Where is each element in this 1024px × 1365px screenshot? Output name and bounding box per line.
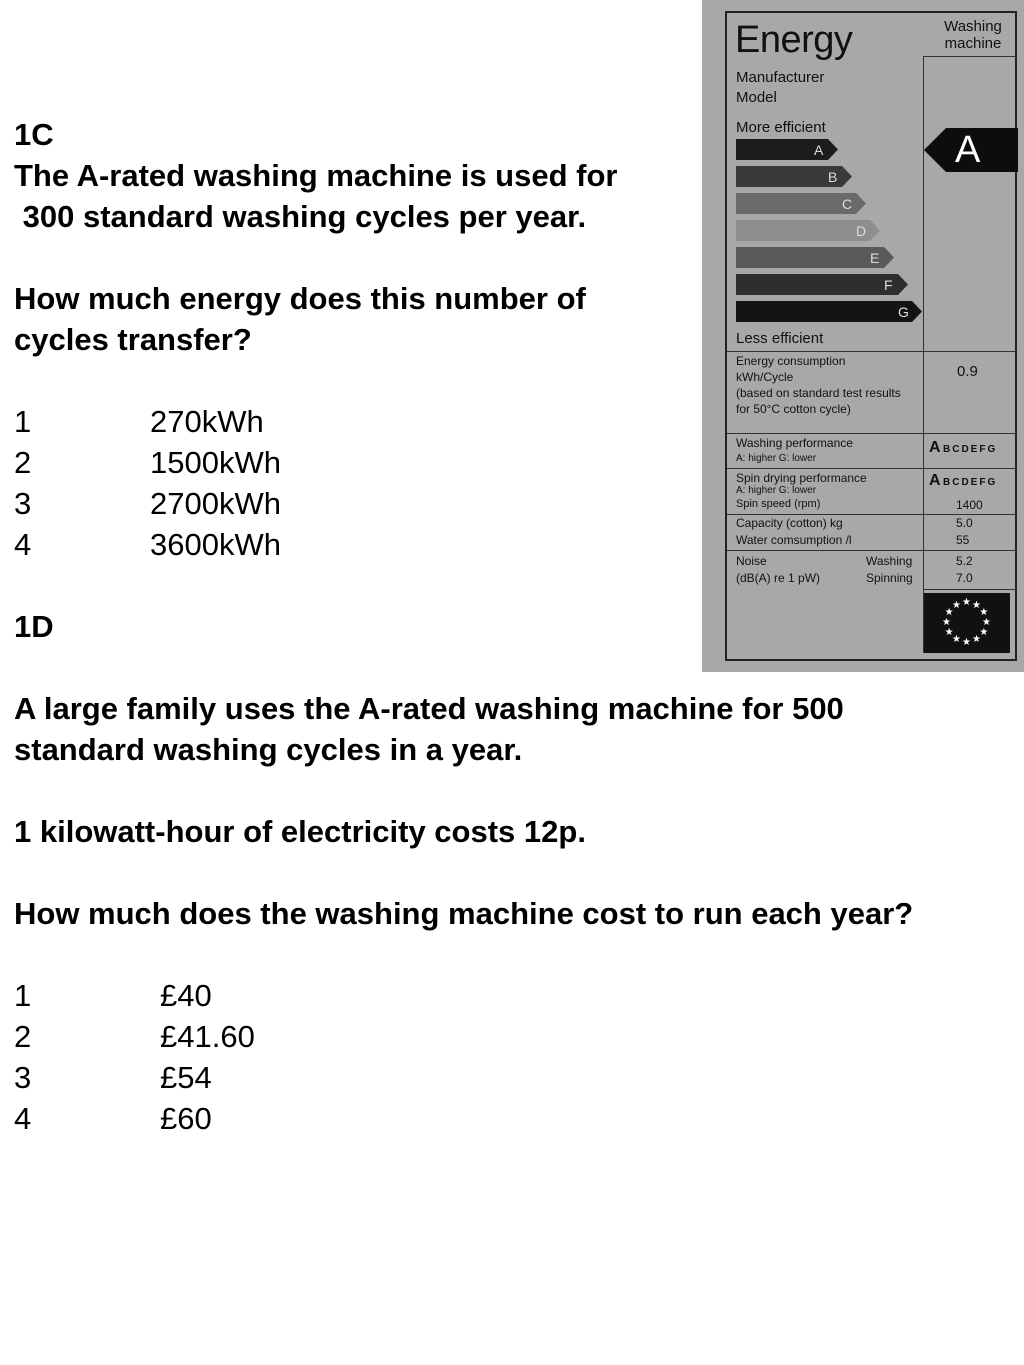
eu-star-icon: ★ [962,597,971,608]
q1d-option-3-number: 3 [14,1060,32,1095]
label-title: Energy [735,19,853,61]
eu-star-icon: ★ [944,607,954,618]
capacity-label: Capacity (cotton) kg [736,516,843,530]
efficiency-bars [727,135,923,335]
eu-star-icon: ★ [972,599,981,611]
noise-label: Noise [736,554,767,568]
eu-star-icon: ★ [962,637,971,648]
eu-star-icon: ★ [942,617,951,628]
q1d-line1: A large family uses the A-rated washing machine for 500 [14,691,844,726]
label-appliance-line1: Washing [944,18,1002,35]
q1c-option-4-number: 4 [14,527,32,562]
q1c-option-4-text: 3600kWh [150,527,281,562]
wash-performance-line1: Washing performance [736,436,853,450]
q1d-line2: standard washing cycles in a year. [14,732,523,767]
eu-star-icon: ★ [952,634,961,646]
q1c-heading: 1C [14,117,54,152]
consumption-line2: kWh/Cycle [736,370,794,384]
q1d-option-2-text: £41.60 [160,1019,255,1054]
efficiency-bar-label-b: B [828,169,838,185]
spin-performance-line1: Spin drying performance [736,471,867,485]
eu-star-icon: ★ [944,627,954,638]
label-divider-1 [727,351,1017,352]
q1c-option-3-number: 3 [14,486,32,521]
consumption-value: 0.9 [957,363,978,380]
eu-star-icon: ★ [979,607,989,618]
noise-unit: (dB(A) re 1 pW) [736,571,821,585]
q1c-line1: The A-rated washing machine is used for [14,158,618,193]
q1d-option-3-text: £54 [160,1060,212,1095]
label-column-top-line [923,56,1017,57]
q1c-question-line1: How much energy does this number of [14,281,586,316]
q1c-line2: 300 standard washing cycles per year. [14,199,587,234]
noise-spinning-label: Spinning [866,571,913,585]
spin-performance-line2: A: higher G: lower [736,485,817,496]
q1d-option-4-text: £60 [160,1101,212,1136]
spin-speed-label: Spin speed (rpm) [736,498,821,510]
q1d-option-2-number: 2 [14,1019,32,1054]
q1c-question-line2: cycles transfer? [14,322,252,357]
water-label: Water comsumption /l [736,533,852,547]
rating-letter: A [955,129,981,171]
label-divider-4 [727,514,1017,515]
consumption-line3: (based on standard test results [736,386,901,400]
q1c-option-3-text: 2700kWh [150,486,281,521]
efficiency-bar-label-e: E [870,250,880,266]
noise-spinning-value: 7.0 [956,571,973,585]
label-more-efficient: More efficient [736,119,826,136]
wash-performance-scale-first: A [929,439,941,456]
efficiency-bar-label-a: A [814,142,824,158]
label-appliance-line2: machine [944,35,1002,52]
eu-star-icon: ★ [982,617,991,628]
efficiency-bar-label-c: C [842,196,853,212]
energy-label-frame [725,11,1017,661]
spin-performance-scale-first: A [929,472,941,489]
q1d-option-1-text: £40 [160,978,212,1013]
capacity-value: 5.0 [956,516,973,530]
label-less-efficient: Less efficient [736,330,824,347]
label-divider-6 [923,589,1017,590]
noise-washing-value: 5.2 [956,554,973,568]
q1d-heading: 1D [14,609,54,644]
efficiency-bar-f [736,274,908,295]
spin-performance-scale-rest: BCDEFG [943,477,998,488]
q1d-cost-line: 1 kilowatt-hour of electricity costs 12p. [14,814,586,849]
label-divider-5 [727,550,1017,551]
label-column-divider [923,56,924,354]
spin-speed-value: 1400 [956,498,983,512]
q1d-option-4-number: 4 [14,1101,32,1136]
eu-star-icon: ★ [979,627,989,638]
energy-label [702,0,1024,672]
q1c-option-2-text: 1500kWh [150,445,281,480]
water-value: 55 [956,533,970,547]
label-divider-2 [727,433,1017,434]
label-divider-3 [727,468,1017,469]
consumption-line1: Energy consumption [736,354,846,368]
q1d-option-1-number: 1 [14,978,32,1013]
noise-washing-label: Washing [866,554,913,568]
wash-performance-line2: A: higher G: lower [736,453,817,464]
label-manufacturer: Manufacturer [736,69,825,86]
consumption-line4: for 50°C cotton cycle) [736,402,851,416]
efficiency-bar-label-f: F [884,277,893,293]
q1c-option-2-number: 2 [14,445,32,480]
q1c-option-1-text: 270kWh [150,404,264,439]
efficiency-bar-g [736,301,922,322]
eu-flag-icon [924,593,1010,653]
q1c-option-1-number: 1 [14,404,32,439]
efficiency-bar-label-g: G [898,304,909,320]
label-model: Model [736,89,777,106]
wash-performance-scale-rest: BCDEFG [943,444,998,455]
eu-star-icon: ★ [952,599,961,611]
efficiency-bar-label-d: D [856,223,867,239]
q1d-question: How much does the washing machine cost to run each year? [14,896,914,931]
eu-star-icon: ★ [972,634,981,646]
